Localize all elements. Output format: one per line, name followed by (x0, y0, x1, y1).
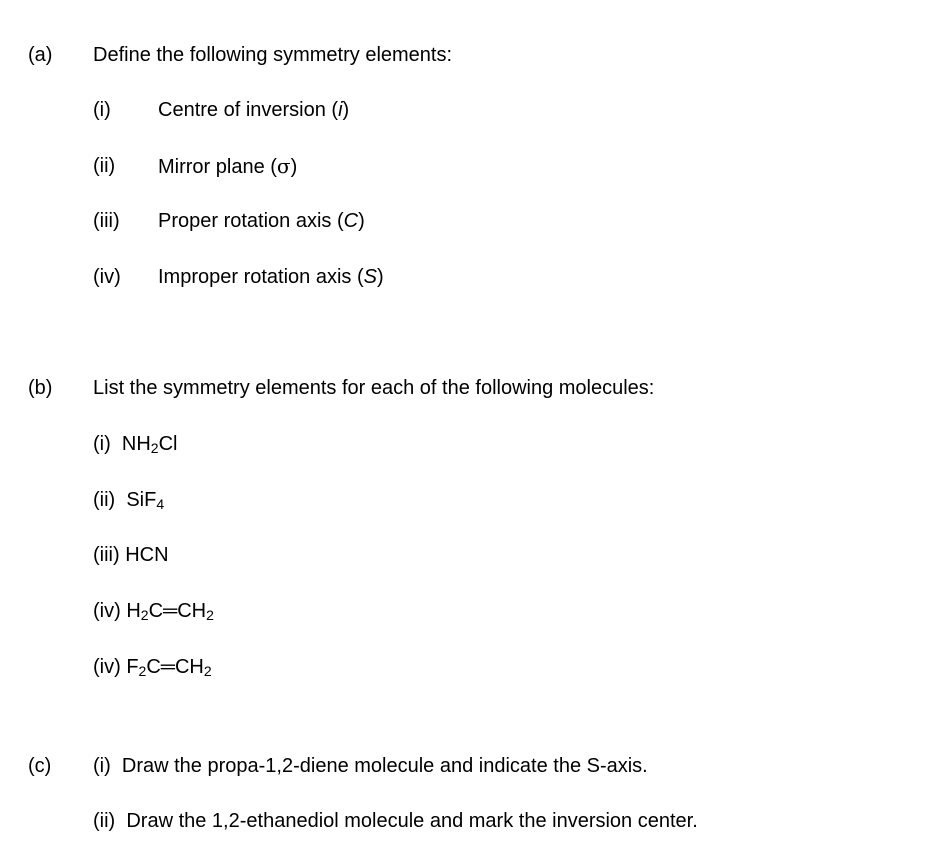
item-number: (i) (93, 433, 111, 455)
part-a-prompt: Define the following symmetry elements: (93, 44, 453, 66)
formula: SiF$_4$ (126, 489, 165, 512)
symbol: S (363, 266, 377, 288)
part-c-label: (c) (28, 755, 52, 777)
symbol: C (343, 210, 359, 232)
part-a-label: (a) (28, 44, 53, 66)
item-text: Centre of inversion (i) (158, 99, 350, 121)
part-b-label: (b) (28, 377, 53, 399)
symbol: i (338, 99, 343, 121)
item-text: Mirror plane (σ) (158, 154, 298, 178)
item-number: (iv) (93, 656, 121, 678)
part-b-item-5 (93, 655, 212, 680)
item-number: (iv) (93, 600, 121, 622)
item-number: (ii) (93, 155, 116, 177)
part-b-item-3 (93, 543, 169, 567)
item-number: (ii) (93, 489, 116, 511)
formula: $F_2C═CH_2$ (126, 656, 212, 679)
item-number: (iii) (93, 544, 120, 566)
item-text: Proper rotation axis (C) (158, 210, 365, 232)
formula: HCN (125, 544, 169, 566)
part-b-item-2 (93, 488, 164, 513)
part-b-prompt: List the symmetry elements for each of the following molecules: (93, 377, 655, 399)
part-c-item-1-text: (i) Draw the propa-1,2-diene molecule and indicate the S-axis. (93, 755, 648, 777)
item-number: (iii) (93, 210, 120, 232)
part-b-item-1 (93, 432, 177, 457)
formula: $NH_2Cl$ (121, 433, 178, 456)
part-b-item-4 (93, 599, 214, 624)
item-number: (i) (93, 99, 111, 121)
item-text: Improper rotation axis (S) (158, 266, 384, 288)
symbol: σ (276, 154, 291, 178)
formula: $H_2C═CH_2$ (126, 600, 214, 623)
item-number: (iv) (93, 266, 121, 288)
part-c-item-2-text: (ii) Draw the 1,2-ethanediol molecule and mark the inversion center. (93, 810, 698, 832)
